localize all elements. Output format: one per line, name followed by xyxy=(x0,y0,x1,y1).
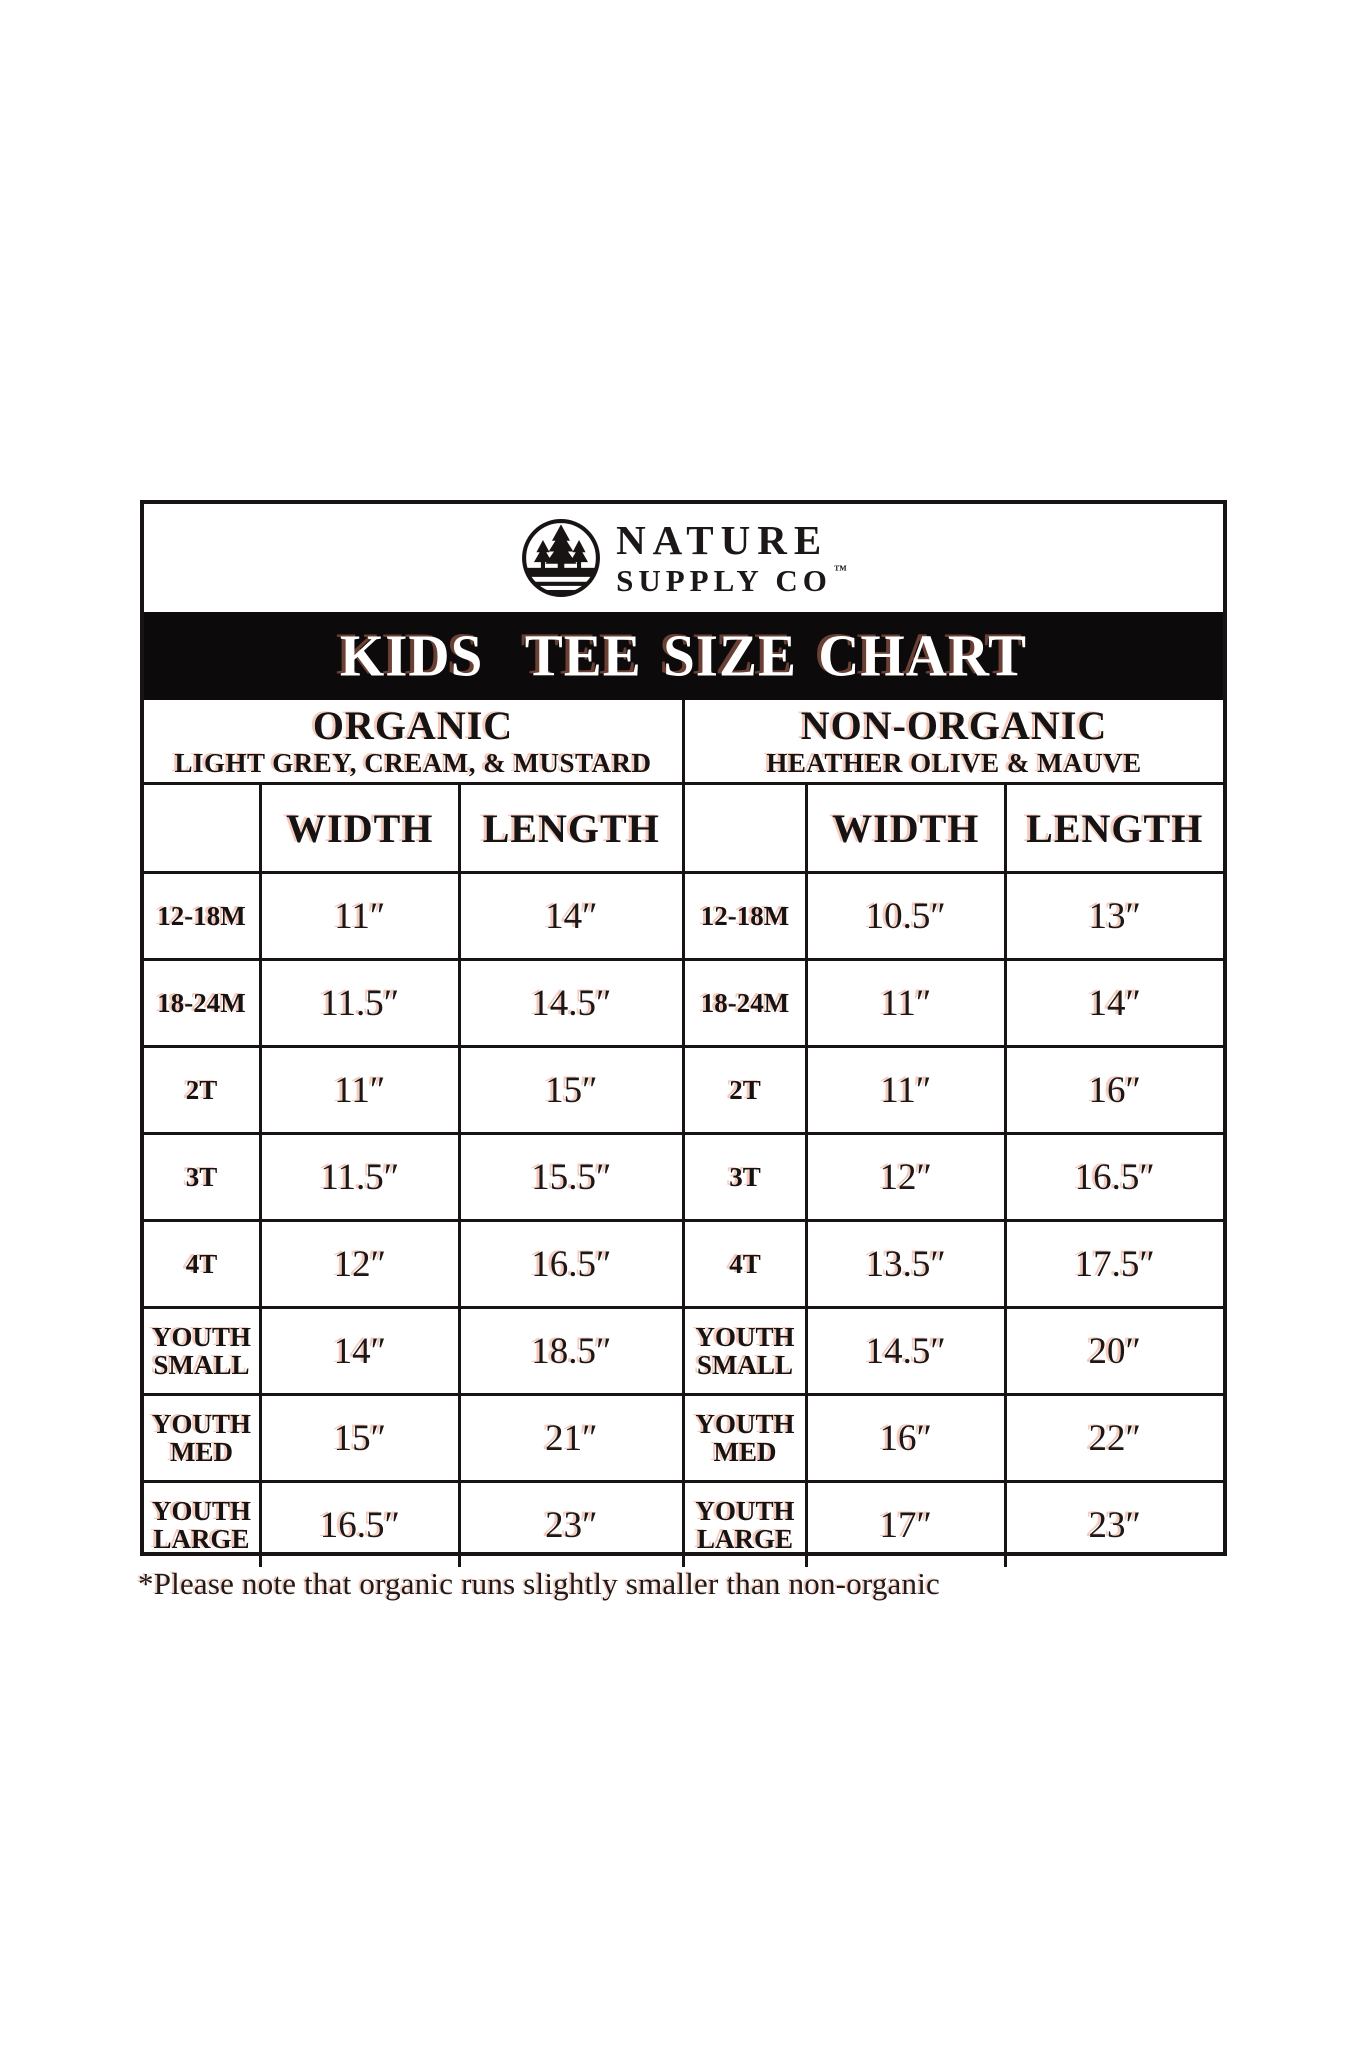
non-organic-group-subtitle: HEATHER OLIVE & MAUVE xyxy=(766,747,1142,778)
size-label-cell: 18-24M xyxy=(683,960,806,1047)
non-organic-length-cell: 23″ xyxy=(1005,1482,1223,1568)
non-organic-width-cell: 12″ xyxy=(806,1134,1005,1221)
non-organic-length-column-header: LENGTH xyxy=(1005,784,1223,873)
size-label-cell: YOUTH LARGE xyxy=(144,1482,261,1568)
size-rows xyxy=(144,873,1223,1568)
organic-length-cell: 14.5″ xyxy=(459,960,683,1047)
table-row xyxy=(144,960,1223,1047)
table-row xyxy=(144,1134,1223,1221)
size-label-cell: 2T xyxy=(683,1047,806,1134)
brand-name-line2: SUPPLY CO xyxy=(616,563,832,598)
organic-group-title: ORGANIC xyxy=(312,702,514,748)
organic-width-cell: 14″ xyxy=(261,1308,460,1395)
non-organic-length-cell: 22″ xyxy=(1005,1395,1223,1482)
size-table xyxy=(144,700,1223,1567)
non-organic-group-header xyxy=(683,700,1223,784)
table-row xyxy=(144,1308,1223,1395)
organic-width-column-header: WIDTH xyxy=(261,784,460,873)
organic-width-cell: 15″ xyxy=(261,1395,460,1482)
size-label-cell: YOUTH LARGE xyxy=(683,1482,806,1568)
table-row xyxy=(144,1047,1223,1134)
non-organic-length-cell: 14″ xyxy=(1005,960,1223,1047)
size-label-cell: 4T xyxy=(683,1221,806,1308)
footnote: *Please note that organic runs slightly smaller than non-organic xyxy=(138,1566,940,1601)
organic-width-cell: 16.5″ xyxy=(261,1482,460,1568)
size-label-cell: 2T xyxy=(144,1047,261,1134)
brand-header xyxy=(144,504,1223,612)
size-label-cell: 12-18M xyxy=(144,873,261,960)
non-organic-width-cell: 17″ xyxy=(806,1482,1005,1568)
brand-name-line1: NATURE xyxy=(616,517,829,563)
non-organic-group-title: NON-ORGANIC xyxy=(800,702,1108,748)
non-organic-length-cell: 17.5″ xyxy=(1005,1221,1223,1308)
table-row xyxy=(144,1395,1223,1482)
table-row xyxy=(144,1221,1223,1308)
non-organic-length-cell: 20″ xyxy=(1005,1308,1223,1395)
table-row xyxy=(144,873,1223,960)
size-label-cell: 4T xyxy=(144,1221,261,1308)
organic-size-column-header-empty xyxy=(144,784,261,873)
table-row xyxy=(144,1482,1223,1568)
organic-group-subtitle: LIGHT GREY, CREAM, & MUSTARD xyxy=(174,747,652,778)
organic-length-cell: 15″ xyxy=(459,1047,683,1134)
title-bar xyxy=(144,612,1223,700)
organic-width-cell: 11″ xyxy=(261,873,460,960)
non-organic-width-cell: 11″ xyxy=(806,960,1005,1047)
non-organic-width-cell: 10.5″ xyxy=(806,873,1005,960)
organic-length-cell: 23″ xyxy=(459,1482,683,1568)
non-organic-width-cell: 11″ xyxy=(806,1047,1005,1134)
organic-width-cell: 11.5″ xyxy=(261,960,460,1047)
organic-length-cell: 18.5″ xyxy=(459,1308,683,1395)
organic-length-cell: 15.5″ xyxy=(459,1134,683,1221)
size-label-cell: 3T xyxy=(144,1134,261,1221)
size-label-cell: YOUTH SMALL xyxy=(683,1308,806,1395)
size-label-cell: YOUTH MED xyxy=(144,1395,261,1482)
non-organic-width-cell: 14.5″ xyxy=(806,1308,1005,1395)
non-organic-length-cell: 16.5″ xyxy=(1005,1134,1223,1221)
size-label-cell: 18-24M xyxy=(144,960,261,1047)
non-organic-width-cell: 13.5″ xyxy=(806,1221,1005,1308)
non-organic-length-cell: 13″ xyxy=(1005,873,1223,960)
non-organic-width-column-header: WIDTH xyxy=(806,784,1005,873)
trademark-symbol: ™ xyxy=(833,562,847,577)
organic-length-cell: 16.5″ xyxy=(459,1221,683,1308)
pine-trees-circle-logo-icon xyxy=(520,517,602,599)
size-label-cell: YOUTH MED xyxy=(683,1395,806,1482)
non-organic-size-column-header-empty xyxy=(683,784,806,873)
organic-length-cell: 14″ xyxy=(459,873,683,960)
non-organic-width-cell: 16″ xyxy=(806,1395,1005,1482)
size-label-cell: 12-18M xyxy=(683,873,806,960)
size-label-cell: 3T xyxy=(683,1134,806,1221)
size-label-cell: YOUTH SMALL xyxy=(144,1308,261,1395)
organic-length-column-header: LENGTH xyxy=(459,784,683,873)
brand-name xyxy=(616,517,847,598)
organic-group-header xyxy=(144,700,683,784)
non-organic-length-cell: 16″ xyxy=(1005,1047,1223,1134)
organic-width-cell: 11″ xyxy=(261,1047,460,1134)
organic-length-cell: 21″ xyxy=(459,1395,683,1482)
size-chart-sheet xyxy=(140,500,1227,1556)
organic-width-cell: 11.5″ xyxy=(261,1134,460,1221)
organic-width-cell: 12″ xyxy=(261,1221,460,1308)
page-title: KIDS TEE SIZE CHART xyxy=(339,623,1028,689)
